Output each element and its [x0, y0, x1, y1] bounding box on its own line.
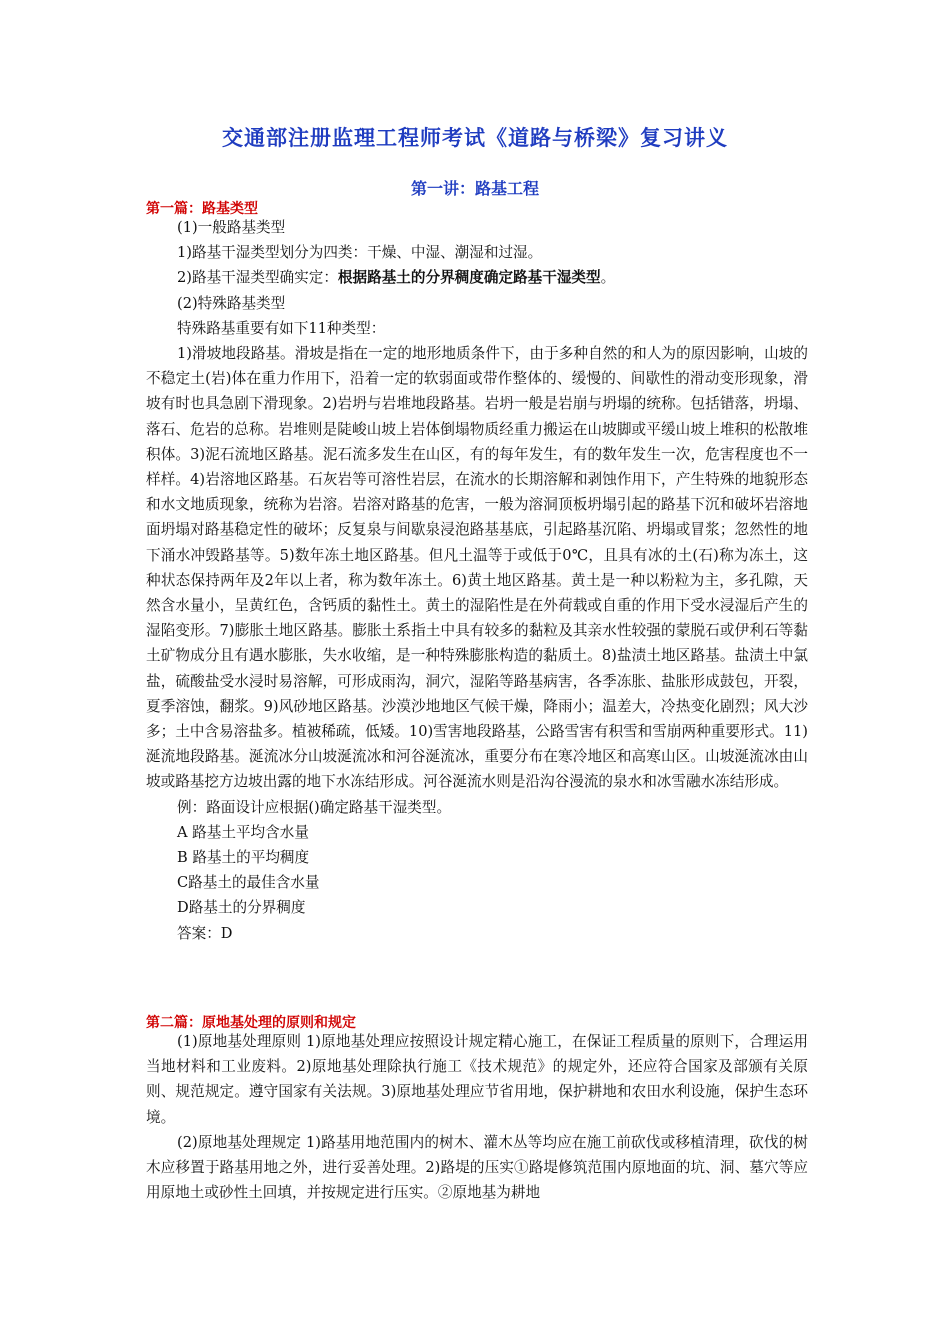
- text-run: 。: [600, 269, 616, 287]
- section-2-body: [146, 1029, 808, 1205]
- text-run: 2)路基干湿类型确实定：: [177, 269, 338, 287]
- answer: 答案：D: [177, 924, 233, 942]
- document-title: 交通部注册监理工程师考试《道路与桥梁》复习讲义: [222, 125, 728, 150]
- option-b: B 路基土的平均稠度: [177, 849, 310, 867]
- lecture-heading: 第一讲：路基工程: [410, 179, 539, 198]
- section-heading-1: 第一篇：路基类型: [146, 201, 258, 217]
- paragraph: (2)原地基处理规定 1)路基用地范围内的树木、灌木丛等均应在施工前砍伐或移植清理，砍伐的树木应移置于路基用地之外，进行妥善处理。2)路堤的压实①路堤修筑范围内原地面的坑、洞、墓穴等应用原地土或砂性土回填，并按规定进行压实。②原地基为耕地: [146, 1133, 808, 1202]
- paragraph: [146, 265, 808, 290]
- paragraph: 特殊路基重要有如下11种类型：: [177, 319, 386, 337]
- option-d: D路基土的分界稠度: [177, 899, 306, 917]
- bold-text: 根据路基土的分界稠度确定路基干湿类型: [337, 269, 601, 287]
- paragraph: (1)原地基处理原则 1)原地基处理应按照设计规定精心施工，在保证工程质量的原则下，合理运用当地材料和工业废料。2)原地基处理除执行施工《技术规范》的规定外，还应符合国家及部颁有关原则、规范规定。遵守国家有关法规。3)原地基处理应节省用地，保护耕地和农田水利设施，保护生态环境。: [146, 1033, 808, 1126]
- paragraph: 1)路基干湿类型划分为四类：干燥、中湿、潮湿和过湿。: [177, 244, 543, 262]
- option-c: C路基土的最佳含水量: [177, 874, 320, 892]
- option-a: A 路基土平均含水量: [177, 823, 309, 841]
- paragraph: (2)特殊路基类型: [177, 294, 286, 312]
- example-question: 例：路面设计应根据()确定路基干湿类型。: [177, 798, 452, 816]
- section-1-body: [146, 215, 808, 946]
- paragraph: 1)滑坡地段路基。滑坡是指在一定的地形地质条件下，由于多种自然的和人为的原因影响，山坡的不稳定土(岩)体在重力作用下，沿着一定的软弱面或带作整体的、缓慢的、间歇性的滑动变形现象，滑坡有时也具急剧下滑现象。2)岩坍与岩堆地段路基。岩坍一般是岩崩与坍塌的统称。包括错落，坍塌、落石、危岩的总称。岩堆则是陡峻山坡上岩体倒塌物质经重力搬运在山坡脚或平缓山坡上堆积的松散堆积体。3)泥石流地区路基。泥石流多发生在山区，有的每年发生，有的数年发生一次，危害程度也不一样样。4)岩溶地区路基。石灰岩等可溶性岩层，在流水的长期溶解和剥蚀作用下，产生特殊的地貌形态和水文地质现象，统称为岩溶。岩溶对路基的危害，一般为溶洞顶板坍塌引起的路基下沉和破坏岩溶地面坍塌对路基稳定性的破坏；反复泉与间歇泉浸泡路基基底，引起路基沉陷、坍塌或冒浆；忽然性的地下涌水冲毁路基等。5)数年冻土地区路基。但凡土温等于或低于0℃，且具有冰的土(石)称为冻土，这种状态保持两年及2年以上者，称为数年冻土。6)黄土地区路基。黄土是一种以粉粒为主，多孔隙，天然含水量小，呈黄红色，含钙质的黏性土。黄土的湿陷性是在外荷载或自重的作用下受水浸湿后产生的湿陷变形。7)膨胀土地区路基。膨胀土系指土中具有较多的黏粒及其亲水性较强的蒙脱石或伊利石等黏土矿物成分且有遇水膨胀，失水收缩，是一种特殊膨胀构造的黏质土。8)盐渍土地区路基。盐渍土中氯盐，硫酸盐受水浸时易溶解，可形成雨沟，洞穴，湿陷等路基病害，各季冻胀、盐胀形成鼓包，开裂，夏季溶蚀，翻浆。9)风砂地区路基。沙漠沙地地区气候干燥，降雨小；温差大，冷热变化剧烈；风大沙多；土中含易溶盐多。植被稀疏，低矮。10)雪害地段路基，公路雪害有积雪和雪崩两种重要形式。11)涎流地段路基。涎流冰分山坡涎流冰和河谷涎流冰，重要分布在寒冷地区和高寒山区。山坡涎流冰由山坡或路基挖方边坡出露的地下水冻结形成。河谷涎流水则是沿沟谷漫流的泉水和冰雪融水冻结形成。: [146, 345, 808, 791]
- section-heading-2: 第二篇：原地基处理的原则和规定: [146, 1015, 356, 1031]
- paragraph: (1)一般路基类型: [177, 219, 286, 236]
